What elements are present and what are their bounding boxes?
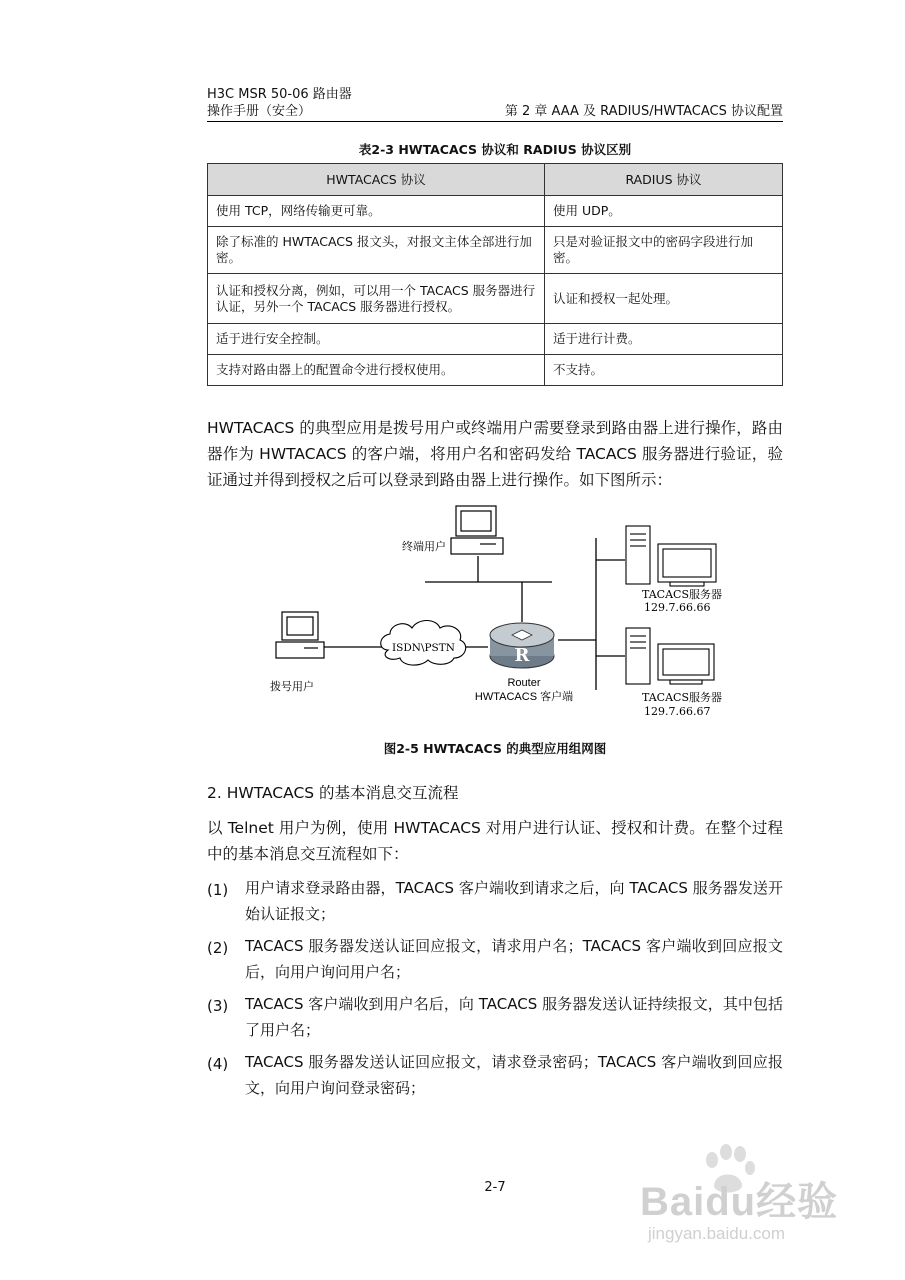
- table-cell: 支持对路由器上的配置命令进行授权使用。: [208, 355, 545, 386]
- header-chapter: 第 2 章 AAA 及 RADIUS/HWTACACS 协议配置: [504, 104, 783, 119]
- table-cell: 适于进行计费。: [545, 324, 783, 355]
- header-product: H3C MSR 50-06 路由器: [207, 87, 352, 102]
- watermark-url: jingyan.baidu.com: [648, 1224, 786, 1243]
- table-row: [208, 274, 783, 324]
- header-manual: 操作手册（安全）: [207, 104, 312, 119]
- page-number: 2-7: [484, 1180, 506, 1195]
- step-text: TACACS 客户端收到用户名后，向 TACACS 服务器发送认证持续报文，其中包括了用户名；: [245, 995, 783, 1039]
- router-role-label: HWTACACS 客户端: [474, 691, 574, 703]
- table-cell: 认证和授权分离，例如，可以用一个 TACACS 服务器进行认证，另外一个 TACACS 服务器进行授权。: [208, 274, 545, 324]
- step-text: 用户请求登录路由器，TACACS 客户端收到请求之后，向 TACACS 服务器发送开始认证报文；: [245, 879, 783, 923]
- network-links: [320, 538, 625, 690]
- table-cell: 只是对验证报文中的密码字段进行加密。: [545, 227, 783, 274]
- server2-ip-label: 129.7.66.67: [644, 705, 711, 718]
- header-rule: [207, 121, 783, 122]
- router-name-label: Router: [507, 677, 541, 689]
- table-cell: 使用 UDP。: [545, 196, 783, 227]
- table-caption: 表2-3 HWTACACS 协议和 RADIUS 协议区别: [358, 142, 632, 157]
- table-cell: 使用 TCP，网络传输更可靠。: [208, 196, 545, 227]
- table-cell: 认证和授权一起处理。: [545, 274, 783, 324]
- table-row: [208, 324, 783, 355]
- table-row: [208, 355, 783, 386]
- server2-name-label: TACACS服务器: [642, 691, 722, 704]
- step-number: (4): [207, 1055, 229, 1073]
- terminal-user-label: 终端用户: [402, 540, 446, 553]
- table-header-row: [208, 164, 783, 196]
- terminal-pc-icon: [451, 506, 503, 554]
- step-text: TACACS 服务器发送认证回应报文，请求用户名；TACACS 客户端收到回应报文后，向用户询问用户名；: [245, 937, 783, 981]
- dialup-pc-icon: [276, 612, 324, 658]
- comparison-table: [207, 163, 783, 386]
- table-row: [208, 227, 783, 274]
- table-cell: 除了标准的 HWTACACS 报文头，对报文主体全部进行加密。: [208, 227, 545, 274]
- column-header-radius: RADIUS 协议: [545, 164, 783, 196]
- figure-caption: 图2-5 HWTACACS 的典型应用组网图: [383, 741, 607, 756]
- step-number: (3): [207, 997, 229, 1015]
- intro-paragraph: HWTACACS 的典型应用是拨号用户或终端用户需要登录到路由器上进行操作，路由器作为 HWTACACS 的客户端，将用户名和密码发给 TACACS 服务器进行验证，验证通过并得到授权之后可以登录到路由器上进行操作。如下图所示：: [207, 419, 783, 489]
- server1-name-label: TACACS服务器: [642, 588, 722, 601]
- section-intro: 以 Telnet 用户为例，使用 HWTACACS 对用户进行认证、授权和计费。在整个过程中的基本消息交互流程如下：: [207, 819, 783, 863]
- step-number: (1): [207, 881, 229, 899]
- column-header-hwtacacs: HWTACACS 协议: [208, 164, 545, 196]
- network-diagram: [230, 500, 750, 730]
- watermark-brand: Baidu经验: [640, 1180, 839, 1224]
- cloud-label: ISDN\PSTN: [392, 642, 455, 654]
- server2-icon: [626, 628, 714, 684]
- server1-icon: [626, 526, 716, 586]
- router-letter: R: [514, 645, 530, 666]
- table-cell: 适于进行安全控制。: [208, 324, 545, 355]
- step-number: (2): [207, 939, 229, 957]
- section-title: 2. HWTACACS 的基本消息交互流程: [207, 784, 459, 802]
- step-text: TACACS 服务器发送认证回应报文，请求登录密码；TACACS 客户端收到回应报文，向用户询问登录密码；: [245, 1053, 783, 1097]
- table-cell: 不支持。: [545, 355, 783, 386]
- table-row: [208, 196, 783, 227]
- server1-ip-label: 129.7.66.66: [644, 601, 711, 614]
- dialup-user-label: 拨号用户: [270, 680, 314, 693]
